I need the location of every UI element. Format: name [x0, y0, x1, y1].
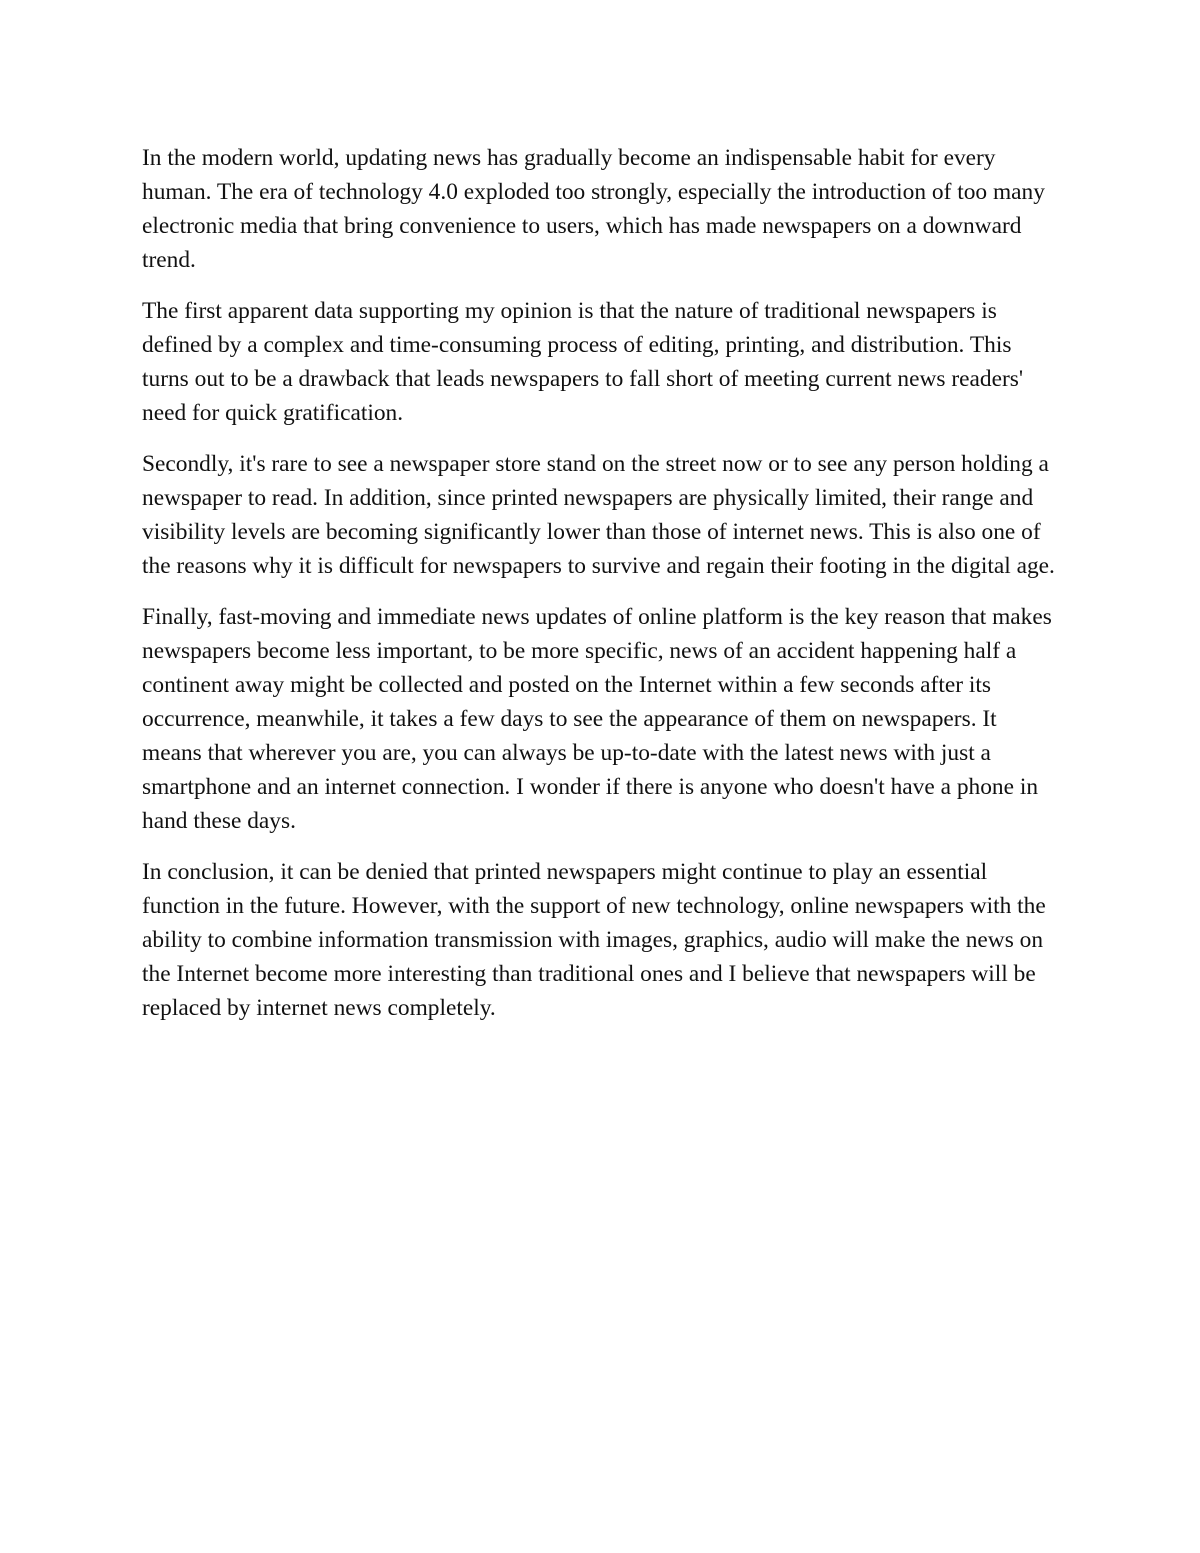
paragraph-first-argument: The first apparent data supporting my opinion is that the nature of traditional newspapers is defined by a complex and time-consuming process of editing, printing, and distribution. This turns out to be a drawback that leads newspapers to fall short of meeting current news readers' need for quick gratification. — [142, 297, 1024, 427]
paragraph-conclusion: In conclusion, it can be denied that printed newspapers might continue to play an essential function in the future. However, with the support of new technology, online newspapers with the ability to combine information transmission with images, graphics, audio will make the news on the Internet become more interesting than traditional ones and I believe that newspapers will be replaced by internet news completely. — [142, 858, 1046, 1022]
paragraph-third-argument: Finally, fast-moving and immediate news updates of online platform is the key reason that makes newspapers become less important, to be more specific, news of an accident happening half a continent away might be collected and posted on the Internet within a few seconds after its occurrence, meanwhile, it takes a few days to see the appearance of them on newspapers. It means that wherever you are, you can always be up-to-date with the latest news with just a smartphone and an internet connection. I wonder if there is anyone who doesn't have a phone in hand these days. — [142, 603, 1052, 835]
document-body — [142, 141, 1062, 1042]
paragraph-second-argument: Secondly, it's rare to see a newspaper store stand on the street now or to see any person holding a newspaper to read. In addition, since printed newspapers are physically limited, their range and visibility levels are becoming significantly lower than those of internet news. This is also one of the reasons why it is difficult for newspapers to survive and regain their footing in the digital age. — [142, 450, 1055, 580]
paragraph-intro: In the modern world, updating news has gradually become an indispensable habit for every human. The era of technology 4.0 exploded too strongly, especially the introduction of too many electronic media that bring convenience to users, which has made newspapers on a downward trend. — [142, 145, 1045, 274]
